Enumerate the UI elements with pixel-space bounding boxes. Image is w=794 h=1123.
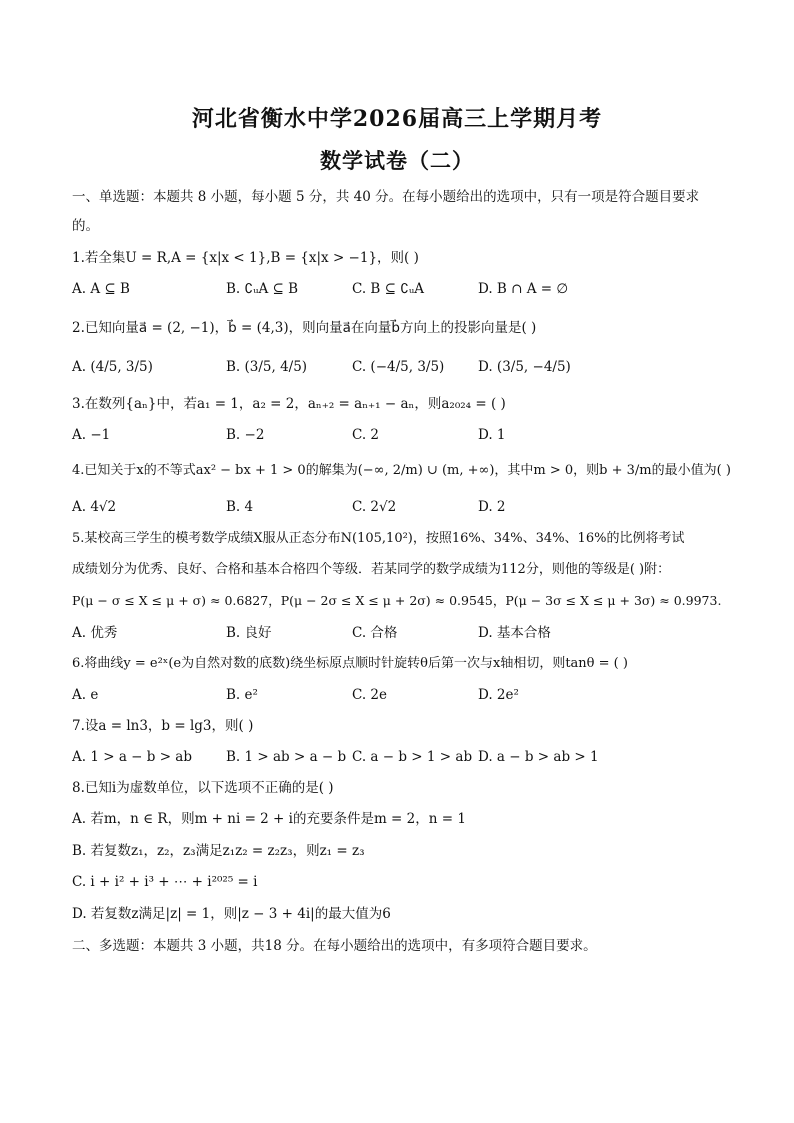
option-b: B. 1 > ab > a − b: [226, 749, 347, 765]
option-b: B. 良好: [226, 625, 272, 641]
question-2-stem: 2.已知向量a⃗ = (2, −1)，b⃗ = (4,3)，则向量a⃗在向量b⃗方向上的投影向量是( ): [72, 320, 537, 336]
question-8-option-a: A. 若m，n ∈ R，则m + ni = 2 + i的充要条件是m = 2，n = 1: [72, 811, 466, 827]
question-5-stem-cont: 成绩划分为优秀、良好、合格和基本合格四个等级．若某同学的数学成绩为112分，则他的等级是( )附：: [72, 562, 671, 577]
option-b: B. e²: [226, 687, 258, 703]
question-3-stem: 3.在数列{aₙ}中，若a₁ = 1，a₂ = 2，aₙ₊₂ = aₙ₊₁ − aₙ，则a₂₀₂₄ = ( ): [72, 396, 506, 412]
option-d: D. 2e²: [478, 687, 519, 703]
option-d: D. 基本合格: [478, 625, 551, 641]
question-1-options: [72, 279, 732, 299]
option-c: C. B ⊆ ∁ᵤA: [352, 281, 424, 297]
question-5-options: [72, 623, 732, 643]
question-4-stem: 4.已知关于x的不等式ax² − bx + 1 > 0的解集为(−∞, 2/m) ∪ (m, +∞)，其中m > 0，则b + 3/m的最小值为( ): [72, 463, 731, 478]
option-b: B. −2: [226, 427, 265, 443]
option-c: C. 2e: [352, 687, 388, 703]
question-8-option-d: D. 若复数z满足|z| = 1，则|z − 3 + 4i|的最大值为6: [72, 906, 391, 922]
option-c: C. 2: [352, 427, 380, 443]
question-8-stem: 8.已知i为虚数单位，以下选项不正确的是( ): [72, 780, 334, 796]
section1-heading: 一、单选题：本题共 8 小题，每小题 5 分，共 40 分。在每小题给出的选项中，只有一项是符合题目要求: [72, 189, 700, 205]
option-a: A. 4√2: [72, 499, 117, 515]
section2-heading: 二、多选题：本题共 3 小题，共18 分。在每小题给出的选项中，有多项符合题目要求。: [72, 938, 597, 954]
option-d: D. a − b > ab > 1: [478, 749, 599, 765]
option-d: D. 1: [478, 427, 506, 443]
option-a: A. 1 > a − b > ab: [72, 749, 192, 765]
question-7-options: [72, 747, 732, 767]
question-6-stem: 6.将曲线y = e²ˣ(e为自然对数的底数)绕坐标原点顺时针旋转θ后第一次与x轴相切，则tanθ = ( ): [72, 656, 628, 671]
option-c: C. 合格: [352, 625, 398, 641]
option-b: B. 4: [226, 499, 254, 515]
question-5-appendix: P(μ − σ ≤ X ≤ μ + σ) ≈ 0.6827，P(μ − 2σ ≤ X ≤ μ + 2σ) ≈ 0.9545，P(μ − 3σ ≤ X ≤ μ + 3σ) ≈ 0.9973.: [72, 593, 722, 608]
question-7-stem: 7.设a = ln3，b = lg3，则( ): [72, 718, 254, 734]
question-4-options: [72, 497, 732, 517]
option-d: D. B ∩ A = ∅: [478, 281, 569, 297]
question-3-options: [72, 425, 732, 445]
exam-title: 河北省衡水中学2026届高三上学期月考: [191, 106, 603, 132]
option-c: C. (−4/5, 3/5): [352, 359, 445, 375]
option-d: D. 2: [478, 499, 506, 515]
question-6-options: [72, 685, 732, 705]
question-8-option-b: B. 若复数z₁，z₂，z₃满足z₁z₂ = z₂z₃，则z₁ = z₃: [72, 843, 365, 859]
option-c: C. a − b > 1 > ab: [352, 749, 473, 765]
option-d: D. (3/5, −4/5): [478, 359, 571, 375]
option-b: B. ∁ᵤA ⊆ B: [226, 281, 299, 297]
question-1-stem: 1.若全集U = R,A = {x|x < 1},B = {x|x > −1}，则( ): [72, 250, 419, 266]
option-a: A. e: [72, 687, 99, 703]
option-a: A. A ⊆ B: [72, 281, 130, 297]
option-a: A. 优秀: [72, 625, 118, 641]
section1-heading-cont: 的。: [72, 218, 99, 234]
option-b: B. (3/5, 4/5): [226, 359, 308, 375]
question-5-stem: 5.某校高三学生的模考数学成绩X服从正态分布N(105,10²)，按照16%、34%、34%、16%的比例将考试: [72, 531, 685, 546]
question-8-option-c: C. i + i² + i³ + ⋯ + i²⁰²⁵ = i: [72, 874, 258, 890]
exam-subtitle: 数学试卷（二）: [320, 148, 474, 173]
question-2-options: [72, 357, 732, 377]
option-a: A. (4/5, 3/5): [72, 359, 153, 375]
option-c: C. 2√2: [352, 499, 397, 515]
option-a: A. −1: [72, 427, 111, 443]
